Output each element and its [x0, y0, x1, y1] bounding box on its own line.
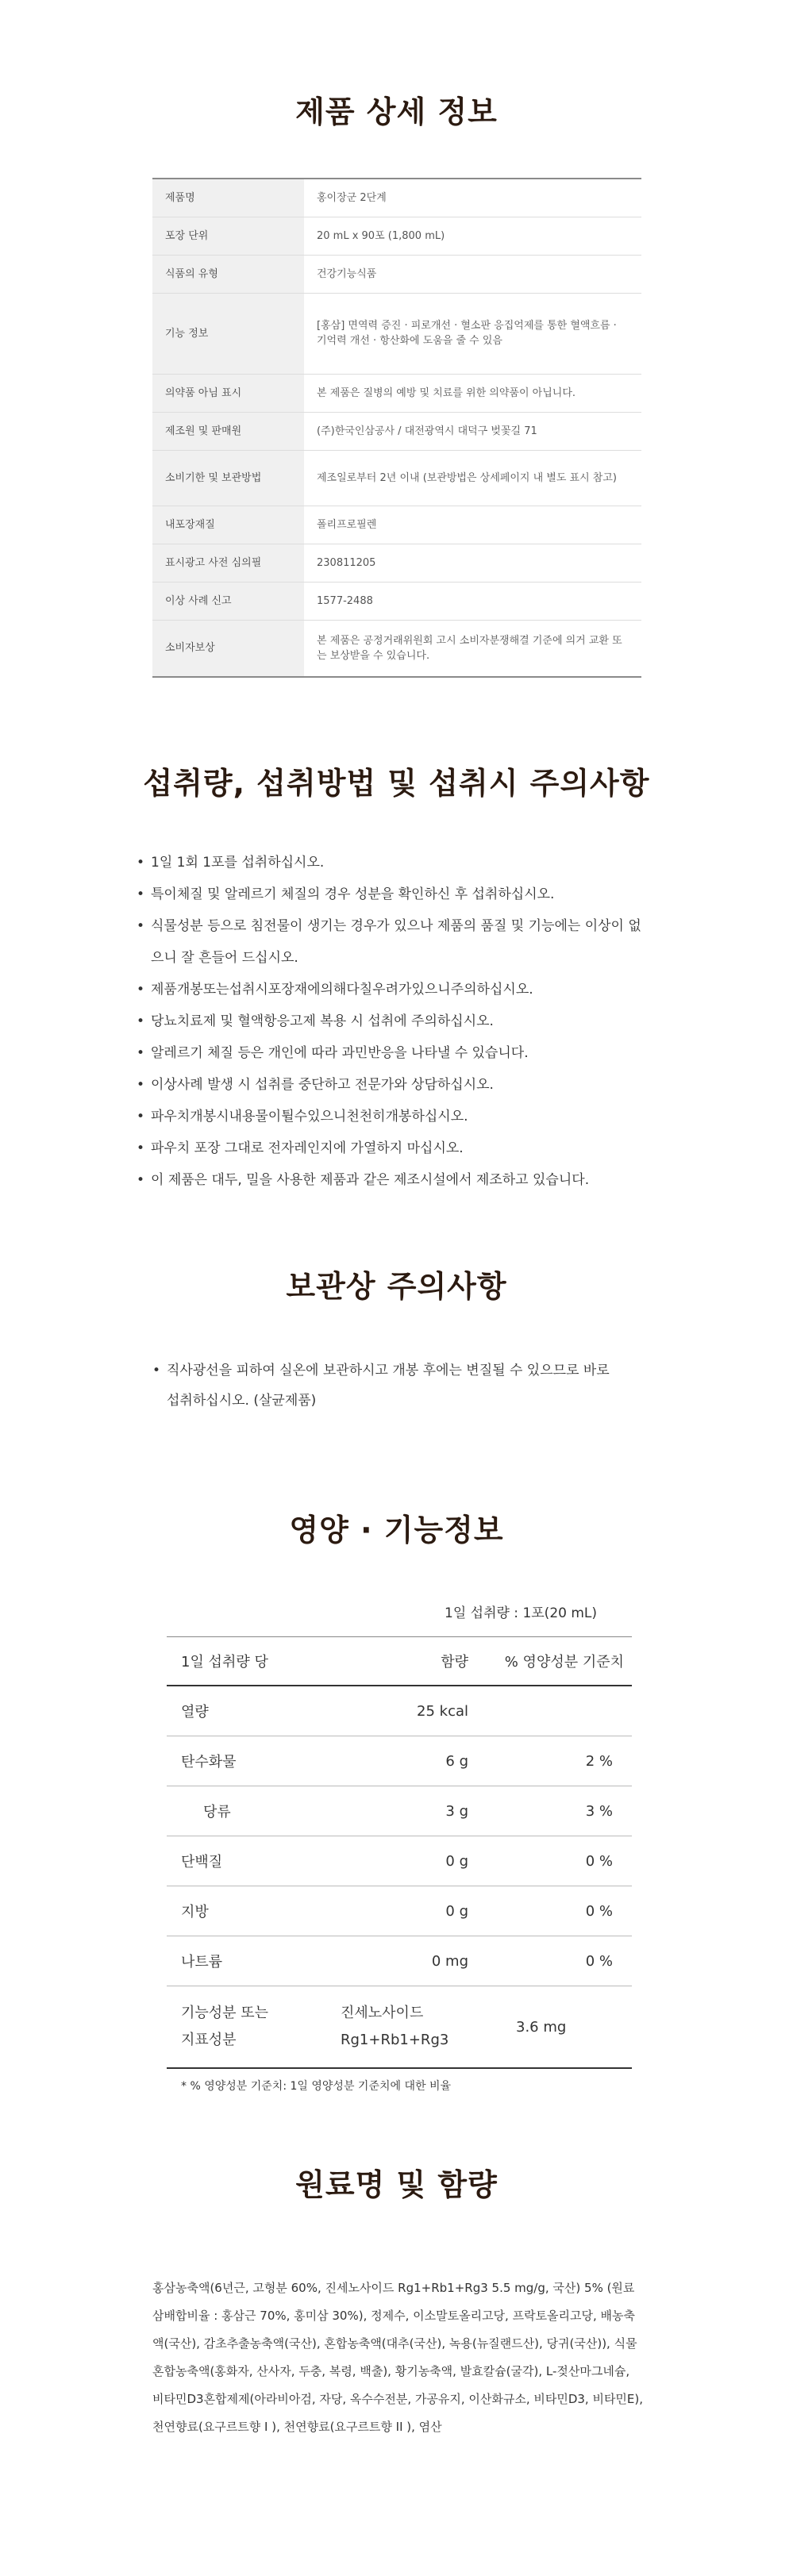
nutrition-row: [167, 1736, 632, 1786]
nutrition-header-percent: % 영양성분 기준치: [492, 1637, 632, 1686]
info-row: [152, 217, 641, 255]
functional-label: [167, 1986, 333, 2069]
ingredients-text: 홍삼농축액(6년근, 고형분 60%, 진세노사이드 Rg1+Rb1+Rg3 5.5 mg/g, 국산) 5% (원료삼배합비율 : 홍삼근 70%, 홍미삼 30%), 정제수, 이소말토올리고당, 프락토올리고당, 배농축액(국산), 감초추출농축액(국산), 혼합농축액(대추(국산), 녹용(뉴질랜드산), 당귀(국산)), 식물혼합농축액(홍화자, 산사자, 두충, 복령, 백출), 황기농축액, 발효칼슘(굴각), L-젖산마그네슘, 비타민D3혼합제제(아라비아검, 자당, 옥수수전분, 가공유지, 이산화규소, 비타민D3, 비타민E), 천연향료(요구르트향 I ), 천연향료(요구르트향 II ), 염산: [152, 2281, 644, 2434]
nutrient-amount: 25 kcal: [333, 1686, 492, 1736]
storage-item: • 직사광선을 피하여 실온에 보관하시고 개봉 후에는 변질될 수 있으므로 바로 섭취하십시오. (살균제품): [152, 1355, 613, 1416]
info-label: 식품의 유형: [152, 255, 304, 293]
info-value: [홍삼] 면역력 증진 · 피로개선 · 혈소판 응집억제를 통한 혈액흐름 · 기억력 개선 · 항산화에 도움을 줄 수 있음: [304, 293, 641, 374]
intake-item: • 1일 1회 1포를 섭취하십시오.: [137, 847, 645, 879]
nutrient-name: 당류: [167, 1786, 333, 1836]
nutrition-note: * % 영양성분 기준치: 1일 영양성분 기준치에 대한 비율: [181, 2080, 452, 2093]
functional-compound-line1: 진세노사이드: [341, 2005, 424, 2021]
info-label: 제조원 및 판매원: [152, 412, 304, 450]
functional-ingredient-row: [167, 1986, 632, 2069]
storage-list: [152, 1355, 613, 1416]
intake-item: • 식물성분 등으로 침전물이 생기는 경우가 있으나 제품의 품질 및 기능에는 이상이 없으니 잘 흔들어 드십시오.: [137, 910, 645, 974]
nutrient-percent: 2 %: [492, 1736, 632, 1786]
info-value: 건강기능식품: [304, 255, 641, 293]
info-label: 의약품 아님 표시: [152, 374, 304, 412]
functional-compound-line2: Rg1+Rb1+Rg3: [341, 2032, 449, 2048]
nutrition-title: 영양 · 기능정보: [289, 1513, 504, 1548]
intake-item: • 이 제품은 대두, 밀을 사용한 제품과 같은 제조시설에서 제조하고 있습니다.: [137, 1164, 645, 1196]
info-value: 20 mL x 90포 (1,800 mL): [304, 217, 641, 255]
storage-title: 보관상 주의사항: [286, 1269, 507, 1304]
info-label: 기능 정보: [152, 293, 304, 374]
info-row: [152, 544, 641, 582]
info-row: [152, 506, 641, 544]
nutrient-amount: 0 g: [333, 1886, 492, 1936]
intake-title: 섭취량, 섭취방법 및 섭취시 주의사항: [143, 766, 650, 801]
intake-item: • 제품개봉또는섭취시포장재에의해다칠우려가있으니주의하십시오.: [137, 974, 645, 1005]
nutrition-row: [167, 1936, 632, 1986]
nutrition-row: [167, 1686, 632, 1736]
nutrition-row: [167, 1836, 632, 1886]
serving-size: 1일 섭취량 : 1포(20 mL): [445, 1605, 598, 1621]
nutrient-name: 탄수화물: [167, 1736, 333, 1786]
info-row: [152, 293, 641, 374]
nutrient-amount: 6 g: [333, 1736, 492, 1786]
nutrient-percent: 3 %: [492, 1786, 632, 1836]
nutrition-row: [167, 1786, 632, 1836]
nutrition-table: [167, 1636, 632, 2069]
nutrient-percent: 0 %: [492, 1936, 632, 1986]
intake-item: • 당뇨치료제 및 혈액항응고제 복용 시 섭취에 주의하십시오.: [137, 1005, 645, 1037]
nutrient-amount: 0 mg: [333, 1936, 492, 1986]
info-row: [152, 179, 641, 217]
info-value: 본 제품은 질병의 예방 및 치료를 위한 의약품이 아닙니다.: [304, 374, 641, 412]
intake-list: [137, 847, 645, 1196]
info-label: 포장 단위: [152, 217, 304, 255]
intake-item: • 파우치개봉시내용물이튈수있으니천천히개봉하십시오.: [137, 1101, 645, 1132]
info-label: 내포장재질: [152, 506, 304, 544]
nutrient-name: 나트륨: [167, 1936, 333, 1986]
info-value: 1577-2488: [304, 582, 641, 620]
info-value: 제조일로부터 2년 이내 (보관방법은 상세페이지 내 별도 표시 참고): [304, 450, 641, 506]
nutrient-amount: 3 g: [333, 1786, 492, 1836]
info-label: 표시광고 사전 심의필: [152, 544, 304, 582]
intake-item: • 이상사례 발생 시 섭취를 중단하고 전문가와 상담하십시오.: [137, 1069, 645, 1101]
info-label: 제품명: [152, 179, 304, 217]
info-row: [152, 374, 641, 412]
info-row: [152, 582, 641, 620]
info-value: (주)한국인삼공사 / 대전광역시 대덕구 벚꽃길 71: [304, 412, 641, 450]
nutrient-name: 지방: [167, 1886, 333, 1936]
nutrient-percent: 0 %: [492, 1836, 632, 1886]
info-label: 소비자보상: [152, 620, 304, 677]
nutrition-row: [167, 1886, 632, 1936]
intake-item: • 알레르기 체질 등은 개인에 따라 과민반응을 나타낼 수 있습니다.: [137, 1037, 645, 1069]
info-label: 이상 사례 신고: [152, 582, 304, 620]
info-row: [152, 412, 641, 450]
functional-label-line1: 기능성분 또는: [181, 2005, 269, 2021]
nutrient-amount: 0 g: [333, 1836, 492, 1886]
nutrient-name: 열량: [167, 1686, 333, 1736]
nutrition-header-name: 1일 섭취량 당: [167, 1637, 333, 1686]
ingredients-title: 원료명 및 함량: [295, 2167, 498, 2202]
info-row: [152, 255, 641, 293]
product-info-title: 제품 상세 정보: [295, 94, 498, 129]
info-value: 230811205: [304, 544, 641, 582]
nutrition-header-amount: 함량: [333, 1637, 492, 1686]
info-value: 홍이장군 2단계: [304, 179, 641, 217]
intake-item: • 파우치 포장 그대로 전자레인지에 가열하지 마십시오.: [137, 1132, 645, 1164]
nutrient-percent: [492, 1686, 632, 1736]
info-value: 본 제품은 공정거래위원회 고시 소비자분쟁해결 기준에 의거 교환 또는 보상받을 수 있습니다.: [304, 620, 641, 677]
functional-label-line2: 지표성분: [181, 2032, 237, 2048]
info-row: [152, 450, 641, 506]
functional-compound: [333, 1986, 492, 2069]
functional-amount: 3.6 mg: [492, 1986, 632, 2069]
intake-item: • 특이체질 및 알레르기 체질의 경우 성분을 확인하신 후 섭취하십시오.: [137, 879, 645, 910]
nutrient-percent: 0 %: [492, 1886, 632, 1936]
info-row: [152, 620, 641, 677]
info-value: 폴리프로필렌: [304, 506, 641, 544]
nutrient-name: 단백질: [167, 1836, 333, 1886]
info-label: 소비기한 및 보관방법: [152, 450, 304, 506]
product-info-table: [152, 178, 641, 678]
